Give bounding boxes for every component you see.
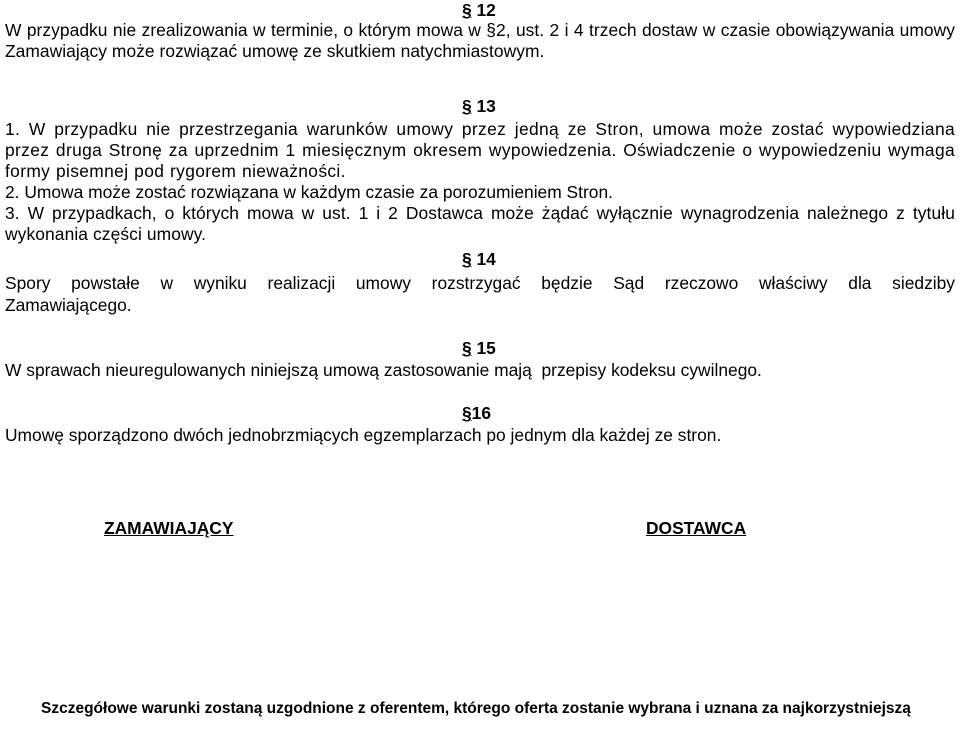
section-14-text: Spory powstałe w wyniku realizacji umowy rozstrzygać będzie Sąd rzeczowo właściwy dla siedziby Zamawiającego. [5,273,955,315]
section-symbol: § [462,338,472,358]
section-symbol: § [462,403,472,423]
section-number: 13 [476,96,496,116]
signature-dostawca: DOSTAWCA [646,518,747,538]
section-16-text: Umowę sporządzono dwóch jednobrzmiących egzemplarzach po jednym dla każdej ze stron. [5,425,722,445]
signature-zamawiajacy: ZAMAWIAJĄCY [104,518,234,538]
section-symbol: § [462,249,472,269]
list-item: 3. W przypadkach, o których mowa w ust. 1 i 2 Dostawca może żądać wyłącznie wynagrodzenia należnego z tytułu wykonania części umowy. [5,203,955,244]
list-item: 2. Umowa może zostać rozwiązana w każdym czasie za porozumieniem Stron. [5,182,613,202]
section-number: 16 [471,403,492,423]
section-15-text: W sprawach nieuregulowanych niniejszą umową zastosowanie mają przepisy kodeksu cywilnego. [5,360,762,380]
section-symbol: § [462,0,472,20]
section-number: 14 [471,249,496,269]
section-number: 12 [476,0,496,20]
section-number: 15 [471,338,496,358]
section-13-list [5,119,955,245]
section-12-heading [462,0,496,21]
section-12-text: W przypadku nie zrealizowania w terminie, o którym mowa w §2, ust. 2 i 4 trzech dostaw w czasie obowiązywania umowy Zamawiający może rozwiązać umowę ze skutkiem natychmiastowym. [5,20,955,61]
note-text: Szczegółowe warunki zostaną uzgodnione z oferentem, którego oferta zostanie wybrana i uznana za najkorzystniejszą [41,700,911,717]
section-13-heading [462,96,496,117]
section-symbol: § [462,96,472,116]
section-16-heading [462,403,491,424]
section-14-heading [462,249,496,270]
section-15-heading [462,338,496,359]
list-item: 1. W przypadku nie przestrzegania warunków umowy przez jedną ze Stron, umowa może zostać wypowiedziana przez druga Stronę za uprzednim 1 miesięcznym okresem wypowiedzenia. Oświadczenie o wypowiedzeniu wymaga formy pisemnej pod rygorem nieważności. [5,119,955,181]
